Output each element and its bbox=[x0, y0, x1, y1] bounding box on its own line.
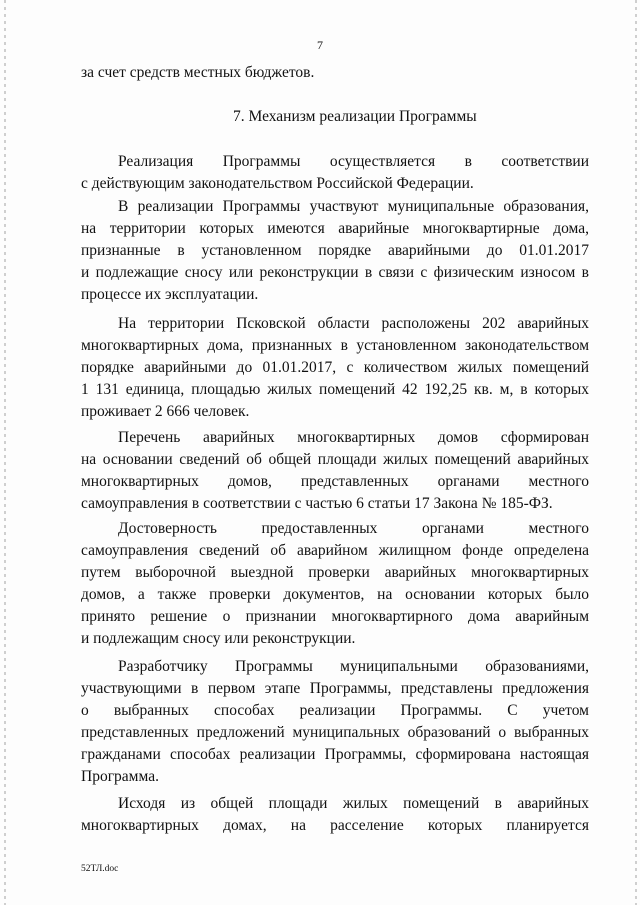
paragraph-line: гражданами способах реализации Программы, сформирована настоящая bbox=[81, 746, 589, 763]
paragraph-line: о выбранных способах реализации Программы. С учетом bbox=[81, 702, 589, 719]
intro-line-block bbox=[81, 62, 589, 84]
paragraph-line: на основании сведений об общей площади жилых помещений аварийных bbox=[81, 451, 589, 468]
footer-filename: 52ТЛ.doc bbox=[81, 864, 119, 874]
scan-edge-right bbox=[635, 0, 637, 905]
paragraph-6 bbox=[81, 656, 589, 788]
paragraph-line: самоуправления сведений об аварийном жилищном фонде определена bbox=[81, 542, 589, 559]
paragraph-5 bbox=[81, 518, 589, 650]
section-heading: 7. Механизм реализации Программы bbox=[233, 108, 477, 125]
paragraph-line: В реализации Программы участвуют муниципальные образования, bbox=[118, 198, 589, 215]
paragraph-line: с действующим законодательством Российской Федерации. bbox=[81, 175, 474, 192]
paragraph-line: представленных предложений муниципальных образований о выбранных bbox=[81, 724, 589, 741]
paragraph-1 bbox=[81, 151, 589, 195]
paragraph-line: и подлежащим сносу или реконструкции. bbox=[81, 630, 356, 647]
paragraph-line: многоквартирных дома, признанных в установленном законодательством bbox=[81, 337, 589, 354]
paragraph-line: самоуправления в соответствии с частью 6 статьи 17 Закона № 185-ФЗ. bbox=[81, 495, 553, 512]
paragraph-4 bbox=[81, 427, 589, 515]
paragraph-line: многоквартирных домов, представленных органами местного bbox=[81, 473, 589, 490]
paragraph-line: многоквартирных домах, на расселение которых планируется bbox=[81, 817, 589, 834]
paragraph-line: Перечень аварийных многоквартирных домов сформирован bbox=[118, 429, 589, 446]
paragraph-line: порядке аварийными до 01.01.2017, с количеством жилых помещений bbox=[81, 359, 589, 376]
paragraph-line: принято решение о признании многоквартирного дома аварийным bbox=[81, 608, 589, 625]
intro-line: за счет средств местных бюджетов. bbox=[81, 64, 315, 81]
scan-edge-left bbox=[4, 0, 6, 905]
paragraph-line: на территории которых имеются аварийные многоквартирные дома, bbox=[81, 220, 589, 237]
paragraph-line: 1 131 единица, площадью жилых помещений 42 192,25 кв. м, в которых bbox=[81, 381, 589, 398]
paragraph-3 bbox=[81, 313, 589, 423]
page-number: 7 bbox=[317, 38, 323, 52]
paragraph-line: и подлежащие сносу или реконструкции в связи с физическим износом в bbox=[81, 264, 589, 281]
paragraph-line: Достоверность предоставленных органами местного bbox=[118, 520, 589, 537]
paragraph-line: участвующими в первом этапе Программы, представлены предложения bbox=[81, 680, 589, 697]
paragraph-7 bbox=[81, 793, 589, 837]
paragraph-line: домов, а также проверки документов, на основании которых было bbox=[81, 586, 589, 603]
paragraph-line: проживает 2 666 человек. bbox=[81, 403, 250, 420]
paragraph-line: Исходя из общей площади жилых помещений в аварийных bbox=[118, 795, 589, 812]
paragraph-line: Программа. bbox=[81, 768, 159, 785]
paragraph-line: путем выборочной выездной проверки аварийных многоквартирных bbox=[81, 564, 589, 581]
paragraph-2 bbox=[81, 196, 589, 306]
paragraph-line: признанные в установленном порядке аварийными до 01.01.2017 bbox=[81, 242, 589, 259]
paragraph-line: Реализация Программы осуществляется в соответствии bbox=[118, 153, 589, 170]
paragraph-line: процессе их эксплуатации. bbox=[81, 286, 259, 303]
paragraph-line: Разработчику Программы муниципальными образованиями, bbox=[118, 658, 589, 675]
paragraph-line: На территории Псковской области расположены 202 аварийных bbox=[118, 315, 589, 332]
